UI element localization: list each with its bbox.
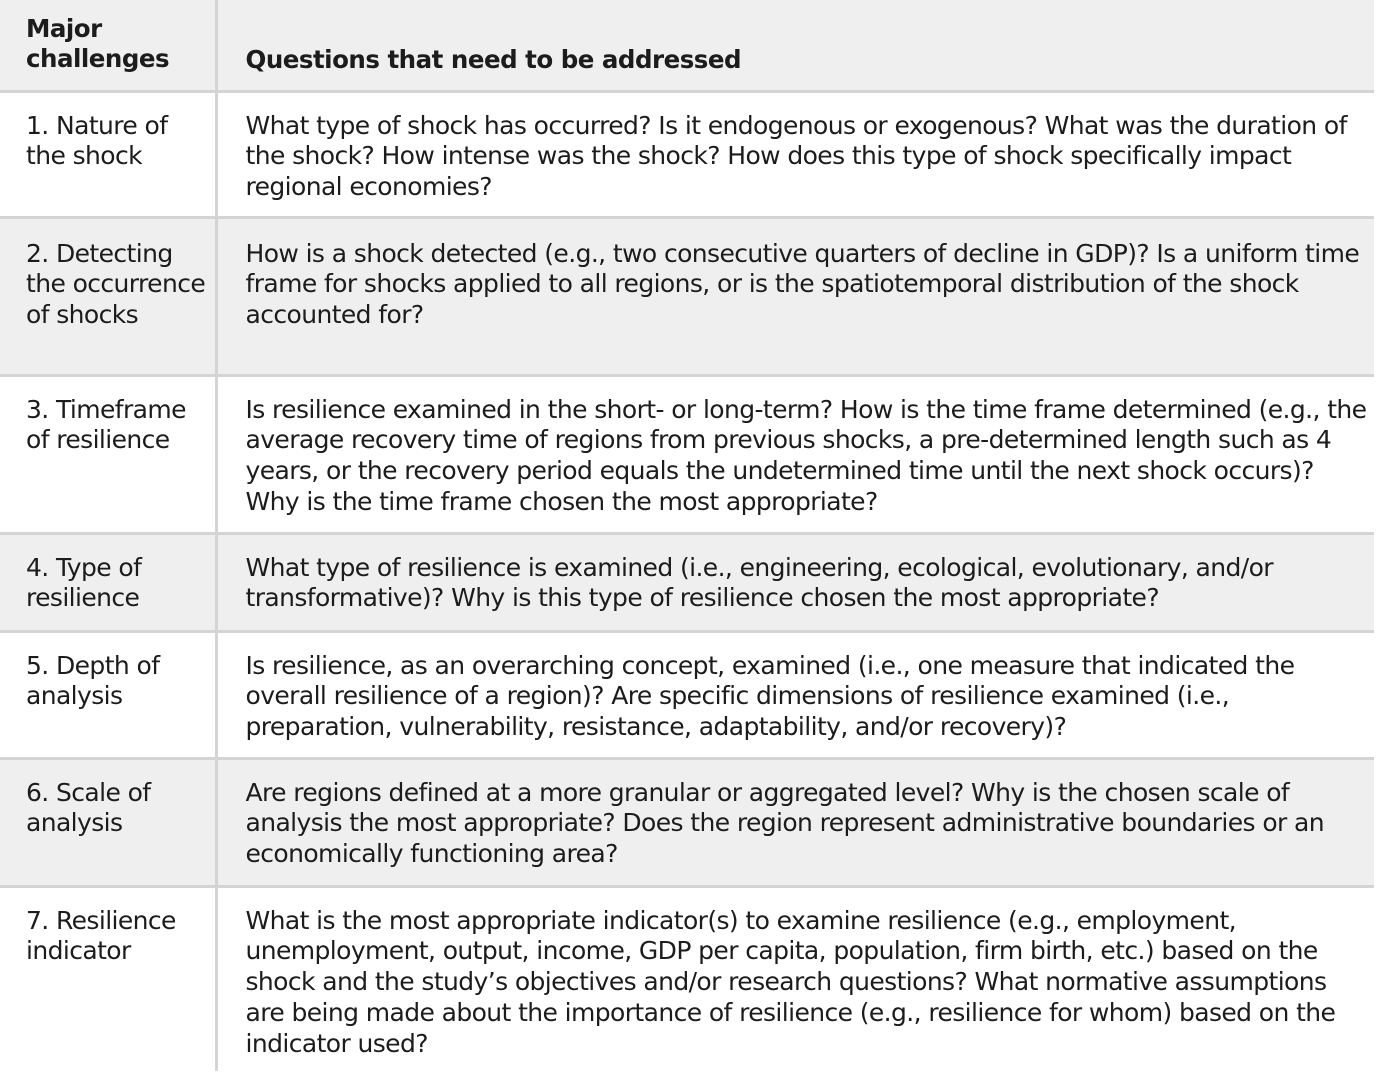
challenge-cell: 1. Nature of the shock — [0, 91, 216, 217]
table-row — [0, 217, 1374, 375]
header-questions: Questions that need to be addressed — [245, 45, 742, 74]
questions-cell: What type of shock has occurred? Is it endogenous or exogenous? What was the duration of the shock? How intense was the shock? How does this type of shock specifically impact regional economies? — [245, 110, 1347, 202]
challenge-cell: 3. Timeframe of resilience — [0, 375, 216, 533]
table-header-row — [0, 0, 1374, 91]
questions-cell: How is a shock detected (e.g., two consecutive quarters of decline in GDP)? Is a uniform time frame for shocks applied to all regions, or is the spatiotemporal distribution of the shock accounted for? — [245, 238, 1360, 330]
challenge-cell: 2. Detecting the occurrence of shocks — [0, 217, 216, 375]
table-row — [0, 375, 1374, 533]
questions-cell: What type of resilience is examined (i.e., engineering, ecological, evolutionary, and/or transformative)? Why is this type of resilience chosen the most appropriate? — [245, 552, 1273, 613]
questions-cell: What is the most appropriate indicator(s) to examine resilience (e.g., employment, unemployment, output, income, GDP per capita, population, firm birth, etc.) based on the shock and the study’s objectives and/or research questions? What normative assumptions are being made about the importance of resilience (e.g., resilience for whom) based on the indicator used? — [245, 905, 1336, 1058]
table-row — [0, 758, 1374, 886]
table-row — [0, 886, 1374, 1071]
table-row — [0, 533, 1374, 631]
challenge-cell: 7. Resilience indicator — [0, 886, 216, 1071]
questions-cell: Are regions defined at a more granular or aggregated level? Why is the chosen scale of analysis the most appropriate? Does the region represent administrative boundaries or an economically functioning area? — [245, 777, 1325, 869]
questions-cell: Is resilience, as an overarching concept, examined (i.e., one measure that indicated the overall resilience of a region)? Are specific dimensions of resilience examined (i.e., preparation, vulnerability, resistance, adaptability, and/or recovery)? — [245, 650, 1295, 742]
table-row — [0, 91, 1374, 217]
challenge-cell: 5. Depth of analysis — [0, 631, 216, 758]
questions-cell: Is resilience examined in the short- or long-term? How is the time frame determined (e.g., the average recovery time of regions from previous shocks, a pre-determined length such as 4 years, or the recovery period equals the undetermined time until the next shock occurs)? Why is the time frame chosen the most appropriate? — [245, 394, 1367, 516]
header-major-challenges: Major challenges — [0, 0, 216, 91]
table-row — [0, 631, 1374, 758]
challenge-cell: 4. Type of resilience — [0, 533, 216, 631]
challenge-cell: 6. Scale of analysis — [0, 758, 216, 886]
